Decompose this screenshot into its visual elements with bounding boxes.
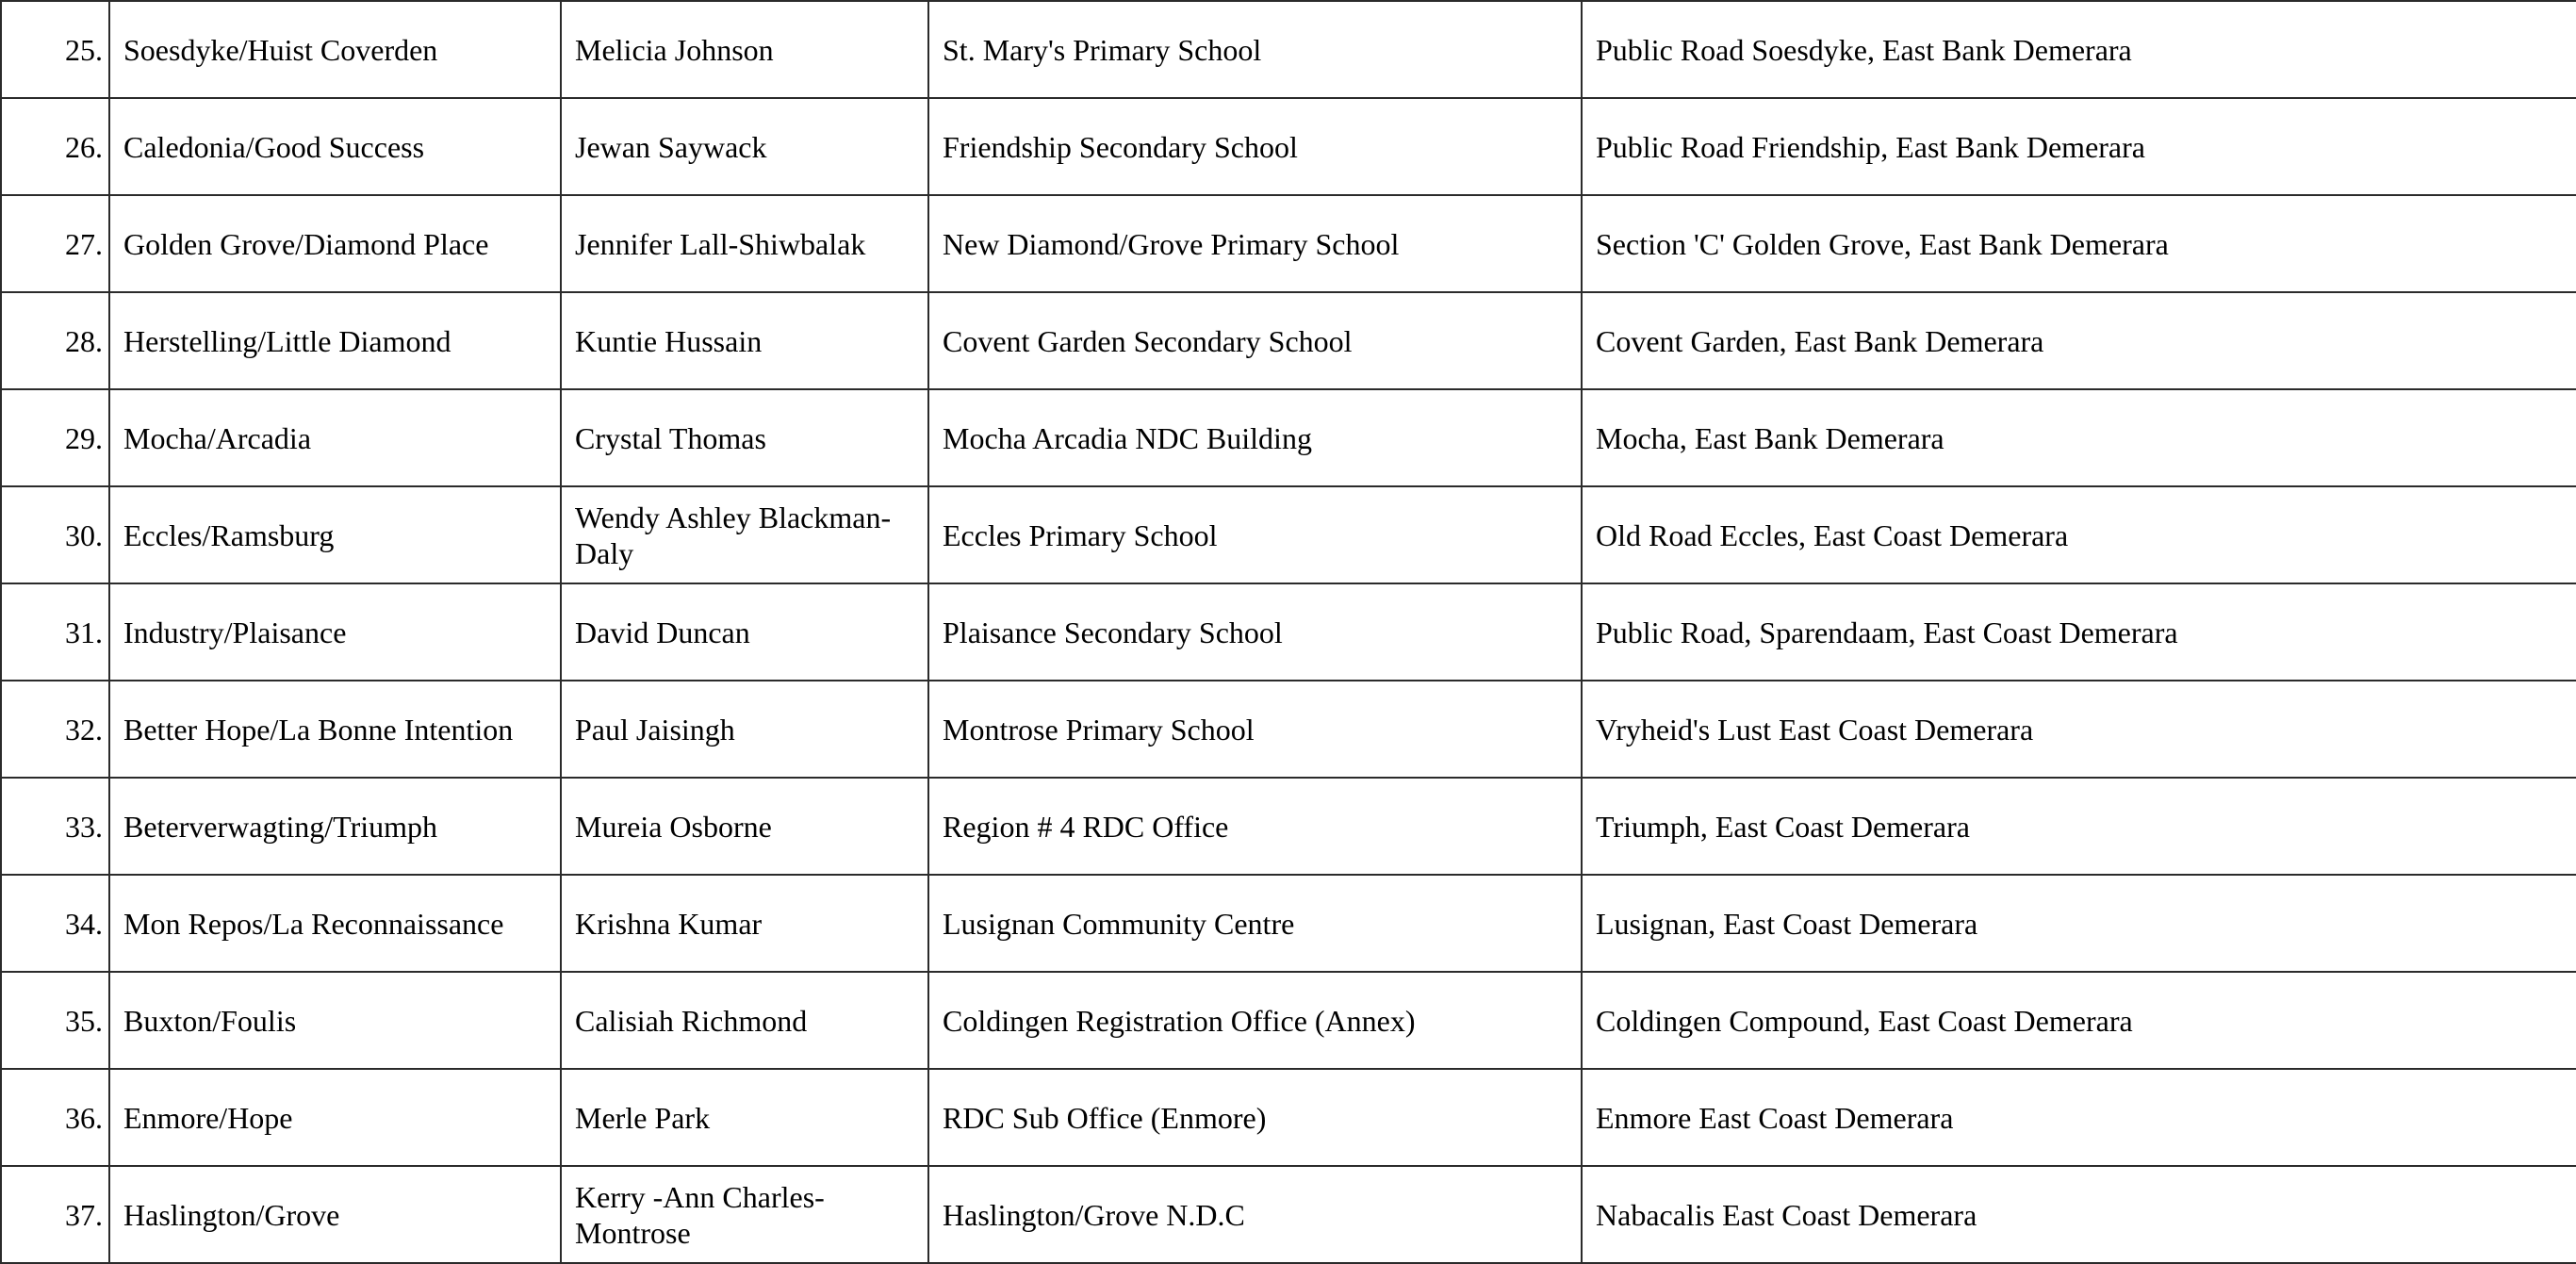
address-cell: Old Road Eccles, East Coast Demerara <box>1582 486 2576 583</box>
district-cell: Golden Grove/Diamond Place <box>109 195 561 292</box>
row-number: 27. <box>1 195 109 292</box>
venue-cell: Friendship Secondary School <box>928 98 1582 195</box>
district-cell: Mon Repos/La Reconnaissance <box>109 875 561 972</box>
address-cell: Covent Garden, East Bank Demerara <box>1582 292 2576 389</box>
table-row <box>1 195 2576 292</box>
venue-cell: New Diamond/Grove Primary School <box>928 195 1582 292</box>
district-cell: Buxton/Foulis <box>109 972 561 1069</box>
venue-cell: Coldingen Registration Office (Annex) <box>928 972 1582 1069</box>
row-number: 37. <box>1 1166 109 1263</box>
officer-cell: Krishna Kumar <box>561 875 928 972</box>
address-cell: Section 'C' Golden Grove, East Bank Demerara <box>1582 195 2576 292</box>
officer-cell: Jennifer Lall-Shiwbalak <box>561 195 928 292</box>
officer-cell: Melicia Johnson <box>561 1 928 98</box>
row-number: 33. <box>1 778 109 875</box>
table-row <box>1 583 2576 681</box>
officer-cell: Kerry -Ann Charles-Montrose <box>561 1166 928 1263</box>
venue-cell: St. Mary's Primary School <box>928 1 1582 98</box>
address-cell: Enmore East Coast Demerara <box>1582 1069 2576 1166</box>
district-cell: Better Hope/La Bonne Intention <box>109 681 561 778</box>
officer-cell: Calisiah Richmond <box>561 972 928 1069</box>
officer-cell: Crystal Thomas <box>561 389 928 486</box>
row-number: 29. <box>1 389 109 486</box>
officer-cell: Kuntie Hussain <box>561 292 928 389</box>
district-cell: Eccles/Ramsburg <box>109 486 561 583</box>
officer-cell: Wendy Ashley Blackman-Daly <box>561 486 928 583</box>
address-cell: Nabacalis East Coast Demerara <box>1582 1166 2576 1263</box>
table-row <box>1 389 2576 486</box>
district-cell: Soesdyke/Huist Coverden <box>109 1 561 98</box>
venue-cell: RDC Sub Office (Enmore) <box>928 1069 1582 1166</box>
table-row <box>1 875 2576 972</box>
district-cell: Haslington/Grove <box>109 1166 561 1263</box>
table-row <box>1 1 2576 98</box>
table-row <box>1 681 2576 778</box>
address-cell: Triumph, East Coast Demerara <box>1582 778 2576 875</box>
district-cell: Caledonia/Good Success <box>109 98 561 195</box>
venue-cell: Region # 4 RDC Office <box>928 778 1582 875</box>
table-row <box>1 778 2576 875</box>
row-number: 32. <box>1 681 109 778</box>
table-row <box>1 292 2576 389</box>
address-cell: Public Road, Sparendaam, East Coast Demerara <box>1582 583 2576 681</box>
district-cell: Industry/Plaisance <box>109 583 561 681</box>
address-cell: Lusignan, East Coast Demerara <box>1582 875 2576 972</box>
officer-cell: Merle Park <box>561 1069 928 1166</box>
row-number: 35. <box>1 972 109 1069</box>
address-cell: Mocha, East Bank Demerara <box>1582 389 2576 486</box>
district-cell: Herstelling/Little Diamond <box>109 292 561 389</box>
district-cell: Mocha/Arcadia <box>109 389 561 486</box>
row-number: 26. <box>1 98 109 195</box>
row-number: 36. <box>1 1069 109 1166</box>
row-number: 28. <box>1 292 109 389</box>
venue-cell: Covent Garden Secondary School <box>928 292 1582 389</box>
address-cell: Public Road Soesdyke, East Bank Demerara <box>1582 1 2576 98</box>
address-cell: Vryheid's Lust East Coast Demerara <box>1582 681 2576 778</box>
venue-cell: Lusignan Community Centre <box>928 875 1582 972</box>
venue-cell: Plaisance Secondary School <box>928 583 1582 681</box>
table-row <box>1 1069 2576 1166</box>
table-row <box>1 98 2576 195</box>
venue-cell: Mocha Arcadia NDC Building <box>928 389 1582 486</box>
officer-cell: Mureia Osborne <box>561 778 928 875</box>
table-row <box>1 486 2576 583</box>
officer-cell: Paul Jaisingh <box>561 681 928 778</box>
district-cell: Enmore/Hope <box>109 1069 561 1166</box>
row-number: 25. <box>1 1 109 98</box>
venue-cell: Montrose Primary School <box>928 681 1582 778</box>
table-row <box>1 972 2576 1069</box>
venue-cell: Eccles Primary School <box>928 486 1582 583</box>
venue-cell: Haslington/Grove N.D.C <box>928 1166 1582 1263</box>
row-number: 34. <box>1 875 109 972</box>
address-cell: Public Road Friendship, East Bank Demerara <box>1582 98 2576 195</box>
officer-cell: David Duncan <box>561 583 928 681</box>
table-row <box>1 1166 2576 1263</box>
row-number: 30. <box>1 486 109 583</box>
officer-cell: Jewan Saywack <box>561 98 928 195</box>
district-cell: Beterverwagting/Triumph <box>109 778 561 875</box>
address-cell: Coldingen Compound, East Coast Demerara <box>1582 972 2576 1069</box>
row-number: 31. <box>1 583 109 681</box>
